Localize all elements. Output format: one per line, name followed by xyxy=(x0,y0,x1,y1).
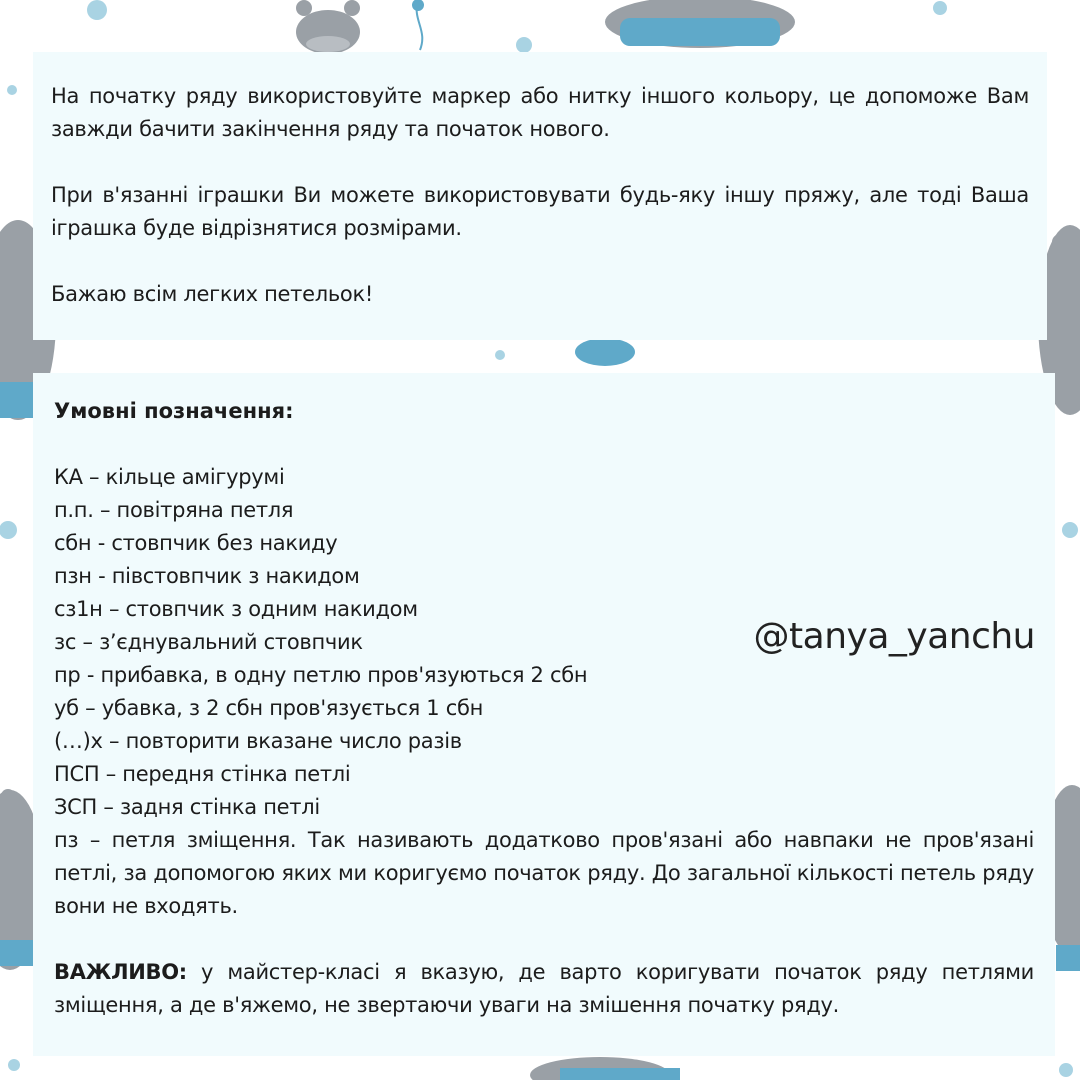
intro-panel xyxy=(33,52,1047,340)
legend-panel xyxy=(33,373,1055,1056)
legend-item: пр - прибавка, в одну петлю пров'язуються 2 сбн xyxy=(54,663,588,687)
legend-item: сз1н – стовпчик з одним накидом xyxy=(54,597,418,621)
important-text: у майстер-класі я вказую, де варто коригувати початок ряду петлями зміщення, а де в'яжемо, не звертаючи уваги на змішення початку ряду. xyxy=(54,960,1034,1017)
legend-item: КА – кільце амігурумі xyxy=(54,465,285,489)
legend-item: п.п. – повітряна петля xyxy=(54,498,294,522)
intro-paragraph-wish: Бажаю всім легких петельок! xyxy=(51,282,373,306)
legend-item: ПСП – передня стінка петлі xyxy=(54,762,351,786)
intro-paragraph-yarn: При в'язанні іграшки Ви можете використовувати будь-яку іншу пряжу, але тоді Ваша іграшка буде відрізнятися розмірами. xyxy=(51,183,1029,240)
legend-item: зс – з’єднувальний стовпчик xyxy=(54,630,363,654)
author-handle: @tanya_yanchu xyxy=(753,616,1035,657)
legend-item: уб – убавка, з 2 сбн пров'язується 1 сбн xyxy=(54,696,484,720)
legend-item: ЗСП – задня стінка петлі xyxy=(54,795,320,819)
hippo-top-right-icon xyxy=(605,0,795,48)
balloon-middle-icon xyxy=(575,338,635,366)
hippo-bottom-center-icon xyxy=(530,1057,680,1080)
intro-paragraph-marker: На початку ряду використовуйте маркер або нитку іншого кольору, це допоможе Вам завжди бачити закінчення ряду та початок нового. xyxy=(51,84,1029,141)
legend-shift-loop: пз – петля зміщення. Так називають додатково пров'язані або навпаки не пров'язані петлі, за допомогою яких ми коригуємо початок ряду. До загальної кількості петель ряду вони не входять. xyxy=(54,828,1034,918)
legend-list xyxy=(54,461,1034,923)
important-label: ВАЖЛИВО: xyxy=(54,960,187,984)
hippo-top-center-icon xyxy=(296,0,360,54)
legend-item: пзн - півстовпчик з накидом xyxy=(54,564,360,588)
legend-item: (…)х – повторити вказане число разів xyxy=(54,729,462,753)
balloon-string-icon xyxy=(412,0,424,50)
important-note xyxy=(54,956,1034,1022)
legend-item: сбн - стовпчик без накиду xyxy=(54,531,338,555)
legend-heading: Умовні позначення: xyxy=(54,399,294,423)
